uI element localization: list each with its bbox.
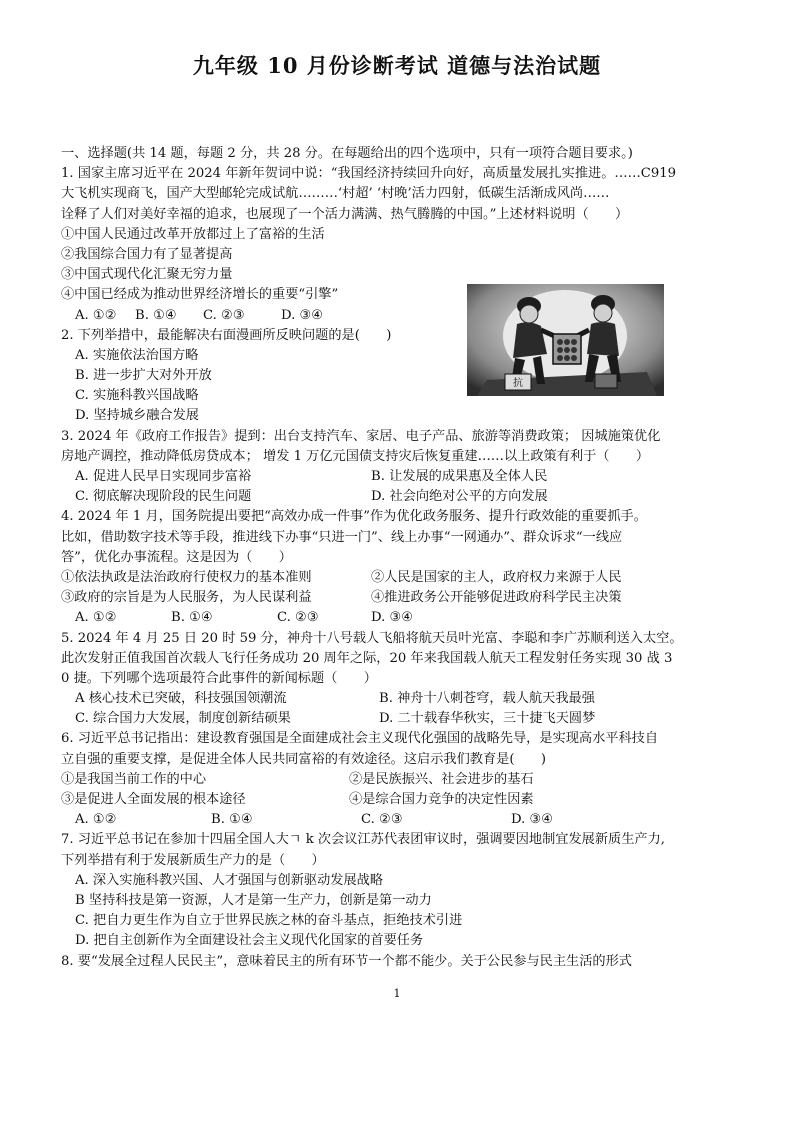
q1-option-d[interactable]: D. ③④ [281, 307, 324, 323]
q1-option-c[interactable]: C. ②③ [203, 307, 245, 323]
q1-statement-3: ③中国式现代化汇聚无穷力量 [61, 267, 233, 283]
q8-stem: 8. 要“发展全过程人民民主”，意味着民主的所有环节一个都不能少。关于公民参与民主生活的形式 [61, 953, 632, 969]
q6-option-c[interactable]: C. ②③ [361, 812, 403, 828]
q1-option-b[interactable]: B. ①④ [135, 307, 177, 323]
q1-option-a[interactable]: A. ①② [75, 307, 117, 323]
q4-statement-4: ④推进政务公开能够促进政府科学民主决策 [371, 590, 622, 606]
q5-stem-line-3: 0 捷。下列哪个选项最符合此事件的新闻标题（ ） [61, 670, 377, 686]
q5-option-b[interactable]: B. 神舟十八刺苍穹，载人航天我最强 [379, 691, 595, 707]
q4-statement-3: ③政府的宗旨是为人民服务，为人民谋利益 [61, 590, 312, 606]
q2-stem: 2. 下列举措中，最能解决右面漫画所反映问题的是( ) [61, 327, 392, 343]
q4-stem-line-3: 答”，优化办事流程。这是因为（ ） [61, 549, 292, 565]
q5-options-row-2 [61, 709, 741, 729]
q7-stem-line-2: 下列举措有利于发展新质生产力的是（ ） [61, 852, 325, 868]
q3-option-a[interactable]: A. 促进人民早日实现同步富裕 [75, 469, 252, 484]
q4-statement-2: ②人民是国家的主人，政府权力来源于人民 [371, 569, 622, 585]
exam-content [61, 144, 741, 972]
q6-statement-1: ①是我国当前工作的中心 [61, 771, 207, 787]
q1-statement-4: ④中国已经成为推动世界经济增长的重要“引擎” [61, 287, 339, 303]
q4-stem-line-1: 4. 2024 年 1 月，国务院提出要把“高效办成一件事”作为优化政务服务、提升行政效能的重要抓手。 [61, 509, 647, 525]
cartoon-illustration [467, 284, 664, 396]
q1-statement-1: ①中国人民通过改革开放都过上了富裕的生活 [61, 226, 325, 242]
q2-option-b[interactable]: B. 进一步扩大对外开放 [75, 368, 212, 384]
q6-statement-3: ③是促进人全面发展的根本途径 [61, 792, 246, 807]
q2-option-c[interactable]: C. 实施科教兴国战略 [75, 388, 199, 404]
q3-option-b[interactable]: B. 让发展的成果惠及全体人民 [371, 469, 548, 484]
q7-option-a[interactable]: A. 深入实施科教兴国、人才强国与创新驱动发展战略 [75, 872, 384, 888]
q5-options-row-1 [61, 689, 741, 709]
q4-option-d[interactable]: D. ③④ [371, 610, 414, 626]
brick-box [553, 334, 581, 364]
q4-options [61, 608, 741, 628]
q6-options [61, 810, 741, 830]
q3-stem-line-1: 3. 2024 年《政府工作报告》提到：出台支持汽车、家居、电子产品、旅游等消费政策； 因城施策优化 [61, 428, 661, 444]
q6-stem-line-1: 6. 习近平总书记指出：建设教育强国是全面建成社会主义现代化强国的战略先导，是实现高水平科技自 [61, 731, 659, 747]
q1-stem-line-2: 大飞机实现商飞，国产大型邮轮完成试航………‘村超’ ‘村晚’活力四射，低碳生活渐成风尚…… [61, 186, 610, 202]
q6-statements-row-1 [61, 770, 741, 790]
q5-option-d[interactable]: D. 二十载春华秋实，三十捷飞天圆梦 [379, 711, 596, 727]
q7-option-c[interactable]: C. 把自力更生作为自立于世界民族之林的奋斗基点，拒绝技术引进 [75, 913, 463, 929]
q7-stem-line-1: 7. 习近平总书记在参加十四届全国人大ㄱ k 次会议江苏代表团审议时，强调要因地制宜发展新质生产力, [61, 832, 665, 848]
q1-stem-line-3: 诠释了人们对美好幸福的追求，也展现了一个活力满满、热气腾腾的中国。”上述材料说明（ ） [61, 206, 629, 222]
q1-statement-2: ②我国综合国力有了显著提高 [61, 246, 233, 262]
q4-statements-row-1 [61, 568, 741, 588]
q3-options-row-2 [61, 487, 741, 507]
q4-option-a[interactable]: A. ①② [75, 610, 117, 626]
q7-option-b[interactable]: B 坚持科技是第一资源，人才是第一生产力，创新是第一动力 [75, 892, 432, 908]
q2-option-a[interactable]: A. 实施依法治国方略 [75, 347, 199, 363]
q6-statement-2: ②是民族振兴、社会进步的基石 [349, 771, 534, 787]
q3-options-row-1 [61, 467, 741, 487]
q7-option-d[interactable]: D. 把自主创新作为全面建设社会主义现代化国家的首要任务 [75, 933, 424, 949]
page-number: 1 [393, 987, 401, 1000]
q1-stem-line-1: 1. 国家主席习近平在 2024 年新年贺词中说：“我国经济持续回升向好，高质量发展扎实推进。……C919 [61, 166, 677, 182]
section-header: 一、选择题(共 14 题，每题 2 分，共 28 分。在每题给出的四个选项中，只有一项符合题目要求。) [61, 146, 633, 161]
q4-option-c[interactable]: C. ②③ [277, 610, 319, 626]
q6-statements-row-2 [61, 790, 741, 810]
q6-option-b[interactable]: B. ①④ [211, 812, 253, 828]
q6-stem-line-2: 立自强的重要支撑，是促进全体人民共同富裕的有效途径。这启示我们教育是( ) [61, 751, 547, 767]
q4-option-b[interactable]: B. ①④ [171, 610, 213, 626]
q4-stem-line-2: 比如，借助数字技术等手段，推进线下办事“只进一门”、线上办事“一网通办”、群众诉求“一线应 [61, 529, 623, 545]
q2-cartoon [467, 284, 664, 396]
q4-statements-row-2 [61, 588, 741, 608]
q1-options [61, 306, 456, 326]
q3-option-c[interactable]: C. 彻底解决现阶段的民生问题 [75, 489, 252, 505]
q4-statement-1: ①依法执政是法治政府行使权力的基本准则 [61, 569, 312, 585]
q6-option-d[interactable]: D. ③④ [511, 812, 554, 828]
q3-stem-line-2: 房地产调控，推动降低房贷成本； 增发 1 万亿元国债支持灾后恢复重建……以上政策有利于（ ） [61, 448, 650, 464]
cartoon-sign-text: 抗 [513, 378, 523, 389]
q5-option-a[interactable]: A 核心技术已突破，科技强国领潮流 [75, 691, 287, 707]
q2-option-d[interactable]: D. 坚持城乡融合发展 [75, 408, 199, 424]
q5-stem-line-1: 5. 2024 年 4 月 25 日 20 时 59 分，神舟十八号载人飞船将航天员叶光富、李聪和李广苏顺利送入太空。 [61, 630, 683, 646]
q6-option-a[interactable]: A. ①② [75, 812, 117, 828]
q6-statement-4: ④是综合国力竞争的决定性因素 [349, 792, 534, 807]
exam-title: 九年级 10 月份诊断考试 道德与法治试题 [192, 53, 602, 78]
q3-option-d[interactable]: D. 社会向绝对公平的方向发展 [371, 489, 548, 505]
q5-stem-line-2: 此次发射正值我国首次载人飞行任务成功 20 周年之际，20 年来我国载人航天工程发射任务实现 30 战 3 [61, 650, 673, 666]
q5-option-c[interactable]: C. 综合国力大发展，制度创新结硕果 [75, 711, 291, 727]
